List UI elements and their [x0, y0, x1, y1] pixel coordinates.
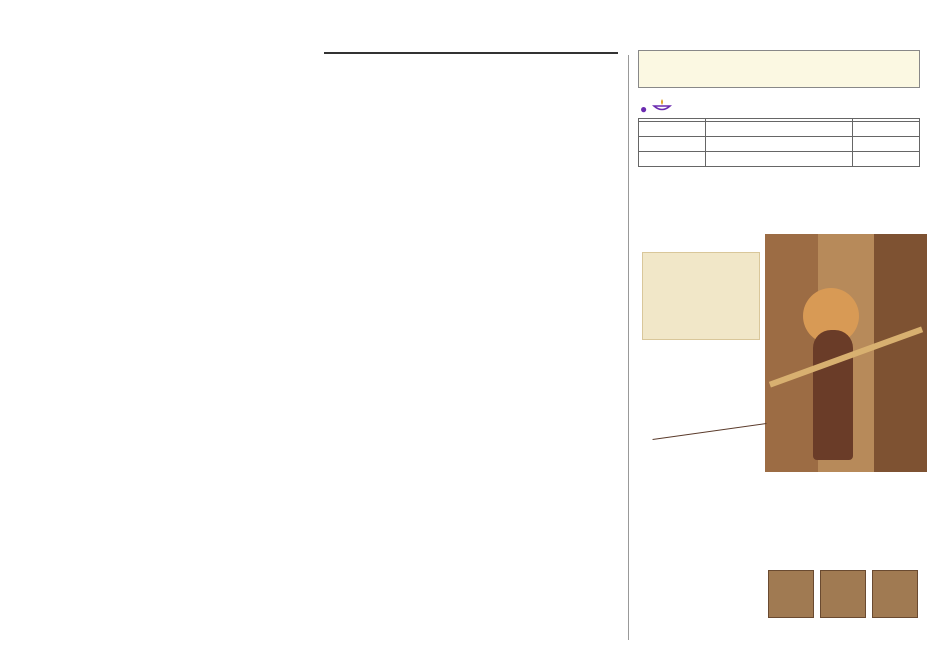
- row-paese: [639, 152, 706, 167]
- row-funerale: [705, 152, 852, 167]
- pace-heading: [640, 97, 673, 116]
- row-paese: [639, 122, 706, 137]
- funerali-table: [638, 118, 920, 167]
- poster-thumbnail: [820, 570, 866, 618]
- table-row: [639, 152, 920, 167]
- event-poster: [640, 204, 930, 624]
- schedule-column-2: [324, 52, 618, 59]
- row-defunto: [853, 137, 920, 152]
- row-defunto: [853, 122, 920, 137]
- painting-figure: [813, 330, 853, 460]
- table-row: [639, 137, 920, 152]
- poster-cammino-card: [642, 252, 760, 340]
- row-paese: [639, 137, 706, 152]
- column-divider: [628, 55, 629, 640]
- bullet-icon: ●: [640, 102, 648, 116]
- row-funerale: [705, 137, 852, 152]
- row-funerale: [705, 122, 852, 137]
- table-row: [639, 122, 920, 137]
- poster-thumbnail: [768, 570, 814, 618]
- saint-painting: [765, 234, 927, 472]
- painting-panel: [765, 234, 818, 472]
- row-defunto: [853, 152, 920, 167]
- painting-panel: [874, 234, 927, 472]
- poster-divider: [652, 423, 766, 440]
- affidiamo-box: [638, 50, 920, 88]
- continuation-box: [324, 52, 618, 54]
- candle-icon: [651, 102, 673, 116]
- poster-thumbnail: [872, 570, 918, 618]
